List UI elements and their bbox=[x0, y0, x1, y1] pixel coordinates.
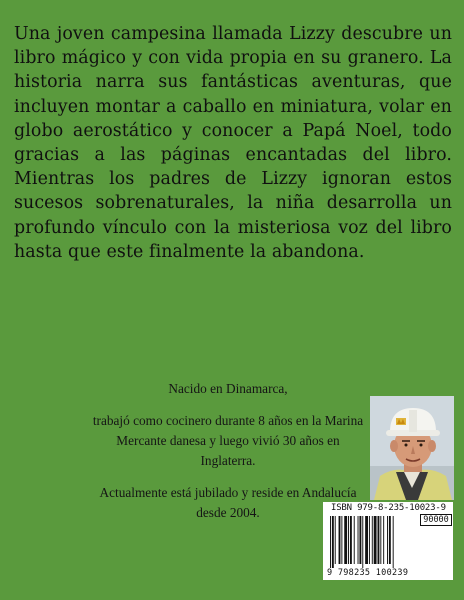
bio-line-birthplace: Nacido en Dinamarca, bbox=[168, 381, 288, 396]
bio-line-career: trabajó como cocinero durante 8 años en la Marina Mercante danesa y luego vivió 30 años en Inglaterra. bbox=[92, 413, 364, 468]
author-portrait-hardhat-icon bbox=[370, 396, 454, 500]
author-photo bbox=[370, 396, 454, 500]
barcode-bars-icon bbox=[329, 516, 417, 568]
price-code: 90000 bbox=[420, 514, 452, 526]
isbn-barcode bbox=[323, 502, 453, 580]
isbn-label: ISBN 979-8-235-10023-9 bbox=[331, 503, 446, 513]
barcode-digits: 9 798235 100239 bbox=[327, 568, 409, 578]
synopsis-text: Una joven campesina llamada Lizzy descubre un libro mágico y con vida propia en su granero. La historia narra sus fantásticas aventuras, que incluyen montar a caballo en miniatura, volar en globo aerostático y conocer a Papá Noel, todo gracias a las páginas encantadas del libro. Mientras los padres de Lizzy ignoran estos sucesos sobrenaturales, la niña desarrolla un profundo vínculo con la misteriosa voz del libro hasta que este finalmente la abandona. bbox=[14, 24, 452, 262]
bio-line-retirement: Actualmente está jubilado y reside en Andalucía desde 2004. bbox=[99, 485, 357, 520]
